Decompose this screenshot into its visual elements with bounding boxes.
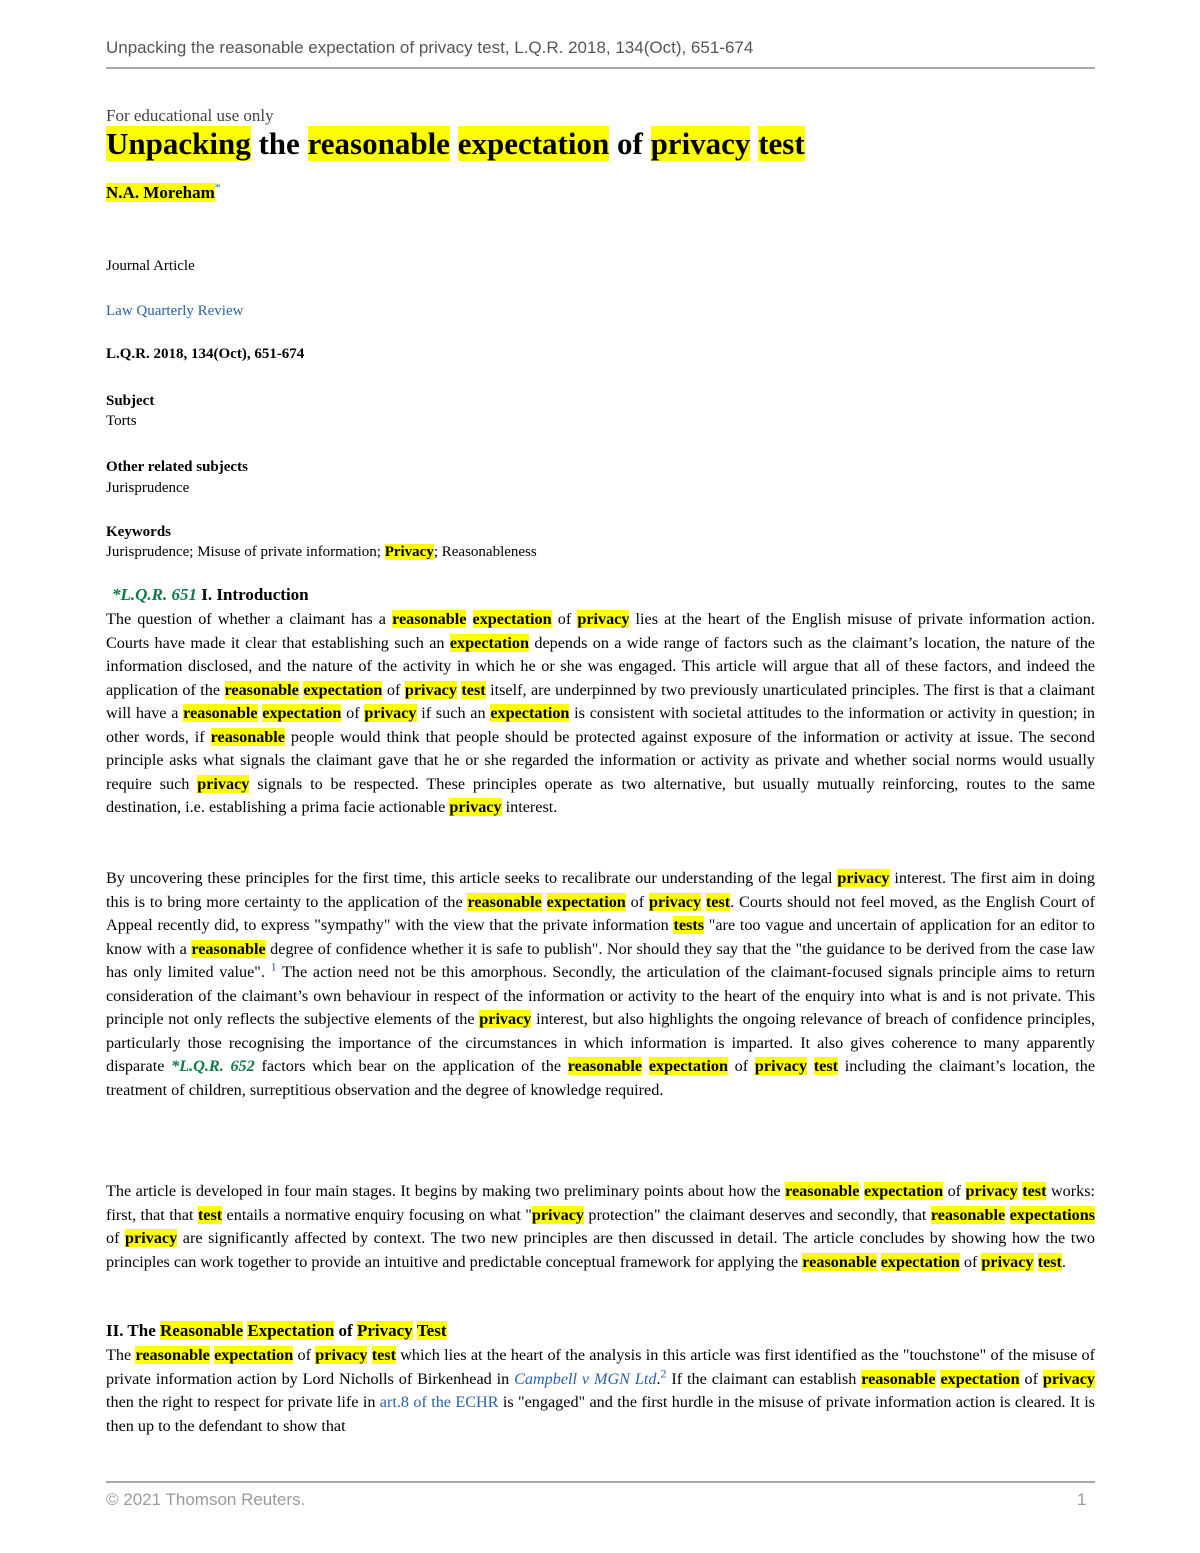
search-highlight: expectation: [863, 1182, 944, 1200]
text-run: The action need not be this amorphous. Secondly, the articulation of the claimant-focused signals principle aims to return consideration of the claimant’s own behaviour in respect of the information or activity to the heart of the enquiry into what is and is not private. This principle not only reflects the subjective elements of the: [106, 963, 1095, 1028]
text-run: if such an: [416, 704, 491, 722]
subject-label: Subject: [106, 393, 155, 409]
search-highlight: reasonable: [392, 610, 467, 628]
text-run: "are too vague and uncertain of application for an editor to know with a: [106, 916, 1095, 958]
search-highlight: privacy: [965, 1182, 1018, 1200]
related-subjects-label: Other related subjects: [106, 459, 248, 475]
text-run: then the right to respect for private life in: [106, 1393, 380, 1411]
search-highlight: privacy: [981, 1252, 1034, 1271]
search-highlight: expectation: [880, 1252, 960, 1271]
document-type: Journal Article: [106, 258, 195, 274]
search-highlight: expectation: [472, 610, 552, 628]
keywords-text: Jurisprudence; Misuse of private information;: [106, 544, 385, 560]
title-word: the: [258, 126, 300, 161]
keywords-label: Keywords: [106, 524, 171, 540]
text-run: .: [1061, 1252, 1066, 1271]
journal-link[interactable]: Law Quarterly Review: [106, 303, 244, 319]
search-highlight: reasonable: [785, 1182, 860, 1200]
page-reference: *L.Q.R. 651: [112, 585, 197, 604]
text-run: people would think that people should be protected against exposure of the information or activity at issue. The second principle asks what signals the claimant gave that he or she regarded the information or activity as private and whether social norms would usually require such: [106, 727, 1095, 793]
text-run: of: [959, 1252, 982, 1271]
search-highlight: privacy: [315, 1346, 368, 1364]
search-highlight: privacy: [531, 1205, 584, 1224]
text-run: The question of whether a claimant has a: [106, 610, 393, 628]
body-paragraph: [106, 608, 1095, 820]
search-highlight: reasonable: [135, 1346, 210, 1364]
text-run: The article is developed in four main stages. It begins by making two preliminary points about how the: [106, 1182, 786, 1200]
footnote-link[interactable]: 1: [270, 959, 277, 974]
text-run: If the claimant can establish: [666, 1369, 862, 1388]
section-title: I. Introduction: [201, 585, 309, 604]
text-run: .: [656, 1369, 661, 1388]
text-run: is "engaged" and the first hurdle in the misuse of private information action is cleared. It is then up to the defendant to show that: [106, 1393, 1095, 1435]
search-highlight: test: [461, 680, 486, 699]
search-highlight: privacy: [837, 869, 890, 887]
search-highlight: test: [705, 892, 731, 911]
text-run: interest, but also highlights the ongoing relevance of breach of confidence principles, particularly those recognising the importance of the circumstances in which information is imparted. It also gives coherence to many apparently disparate: [106, 1010, 1095, 1075]
search-highlight: test: [1022, 1182, 1047, 1200]
text-run: itself, are underpinned by two previously unarticulated principles. The first is that a claimant will have a: [106, 680, 1096, 722]
article-title: [106, 126, 805, 162]
text-run: of: [943, 1182, 966, 1200]
search-highlight: privacy: [125, 1229, 178, 1247]
title-word: Unpacking: [106, 126, 251, 161]
title-word: reasonable: [307, 126, 450, 161]
title-word: privacy: [650, 126, 751, 161]
text-run: of: [1019, 1369, 1043, 1388]
search-highlight: privacy: [197, 774, 250, 793]
search-highlight: privacy: [479, 1010, 532, 1028]
section-heading-introduction: [112, 585, 309, 605]
text-run: of: [341, 704, 365, 722]
text-run: of: [727, 1057, 755, 1075]
search-highlight: test: [1037, 1252, 1062, 1271]
footer-copyright: © 2021 Thomson Reuters.: [106, 1490, 306, 1509]
text-run: protection" the claimant deserves and secondly, that: [584, 1205, 931, 1224]
search-highlight: expectations: [1009, 1205, 1096, 1224]
keywords-text: ; Reasonableness: [433, 544, 537, 560]
text-run: factors which bear on the application of the: [254, 1057, 568, 1075]
text-run: of: [106, 1229, 126, 1247]
body-paragraph: [106, 1344, 1095, 1438]
case-citation-link[interactable]: Campbell v MGN Ltd: [514, 1369, 657, 1388]
text-run: which lies at the heart of the analysis in this article was first identified as the "touchstone" of the misuse of private information action by Lord Nicholls of Birkenhead in: [106, 1346, 1096, 1388]
usage-notice: For educational use only: [106, 106, 274, 125]
author-name: N.A. Moreham: [106, 182, 215, 202]
text-run: works: first, that that: [106, 1182, 1096, 1224]
search-highlight: privacy: [754, 1057, 808, 1075]
title-word: of: [616, 126, 643, 161]
search-highlight: privacy: [577, 610, 630, 628]
footnote-link[interactable]: 2: [660, 1366, 667, 1381]
section-heading-reasonable-expectation: II. The Reasonable Expectation of Privacy Test: [106, 1321, 447, 1340]
text-run: interest.: [501, 798, 558, 816]
text-run: degree of confidence whether it is safe to publish". Nor should they say that the "the guidance to be derived from the case law has only limited value".: [106, 939, 1095, 981]
search-highlight: expectation: [214, 1346, 294, 1364]
subject-value: Torts: [106, 413, 137, 429]
search-highlight: privacy: [648, 892, 702, 911]
search-highlight: reasonable: [467, 892, 542, 911]
citation: L.Q.R. 2018, 134(Oct), 651-674: [106, 346, 305, 362]
text-run: including the claimant’s location, the treatment of children, surreptitious observation and the degree of knowledge required.: [106, 1057, 1096, 1099]
text-run: By uncovering these principles for the first time, this article seeks to recalibrate our understanding of the legal: [106, 869, 838, 887]
search-highlight: test: [371, 1346, 396, 1364]
search-highlight: privacy: [404, 680, 457, 699]
search-highlight: reasonable: [861, 1369, 936, 1388]
search-highlight: reasonable: [224, 680, 299, 699]
search-highlight: test: [813, 1057, 839, 1075]
search-highlight: reasonable: [191, 939, 266, 958]
text-run: of: [551, 610, 578, 628]
keywords-value: [106, 544, 537, 561]
footer-divider: [106, 1481, 1095, 1483]
header-divider: [106, 67, 1095, 69]
search-highlight: privacy: [364, 704, 417, 722]
search-highlight: tests: [673, 916, 705, 934]
search-highlight: reasonable: [567, 1057, 643, 1075]
text-run: are significantly affected by context. The two new principles are then discussed in detail. The article concludes by showing how the two principles can work together to provide an intuitive and predictable conceptual framework for applying the: [106, 1229, 1095, 1271]
search-highlight: expectation: [303, 680, 383, 699]
page-number: 1: [1077, 1490, 1087, 1509]
search-highlight: expectation: [490, 704, 570, 722]
text-run: of: [382, 680, 405, 699]
text-run: The: [106, 1346, 136, 1364]
body-paragraph: [106, 1180, 1095, 1274]
text-run: interest. The first aim in doing this is to bring more certainty to the application of the: [106, 869, 1095, 911]
text-run: entails a normative enquiry focusing on what ": [222, 1205, 532, 1224]
running-header: Unpacking the reasonable expectation of privacy test, L.Q.R. 2018, 134(Oct), 651-674: [106, 38, 754, 57]
text-run: depends on a wide range of factors such as the claimant’s location, the nature of the information disclosed, and the nature of the activity in which he or she was engaged. This article will argue that all of these factors, and indeed the application of the: [106, 633, 1095, 699]
page-reference: *L.Q.R. 652: [171, 1057, 255, 1075]
search-highlight: reasonable: [802, 1252, 877, 1271]
search-highlight: expectation: [262, 704, 342, 722]
search-highlight: privacy: [1042, 1369, 1096, 1388]
body-paragraph: [106, 867, 1095, 1102]
legislation-link[interactable]: art.8 of the ECHR: [379, 1393, 499, 1411]
text-run: lies at the heart of the English misuse of private information action. Courts have made it clear that establishing such an: [106, 610, 1095, 652]
search-highlight: expectation: [449, 633, 529, 652]
title-word: test: [758, 126, 805, 161]
search-highlight: privacy: [449, 798, 502, 816]
author-footnote-link[interactable]: *: [214, 180, 221, 194]
text-run: of: [293, 1346, 316, 1364]
search-highlight: reasonable: [930, 1205, 1006, 1224]
text-run: is consistent with societal attitudes to the information or activity in question; in other words, if: [106, 704, 1096, 746]
search-highlight: test: [197, 1205, 223, 1224]
text-run: of: [625, 892, 649, 911]
search-highlight: expectation: [940, 1369, 1020, 1388]
search-highlight: expectation: [648, 1057, 728, 1075]
title-word: expectation: [457, 126, 610, 161]
keyword-highlight: Privacy: [384, 544, 434, 560]
search-highlight: reasonable: [183, 704, 258, 722]
search-highlight: expectation: [546, 892, 626, 911]
author-line: [106, 180, 221, 203]
search-highlight: reasonable: [210, 727, 285, 746]
related-subjects-value: Jurisprudence: [106, 480, 190, 496]
text-run: . Courts should not feel moved, as the English Court of Appeal recently did, to express "sympathy" with the view that the private information: [106, 892, 1095, 934]
text-run: signals to be respected. These principles operate as two alternative, but usually mutually reinforcing, routes to the same destination, i.e. establishing a prima facie actionable: [106, 774, 1095, 816]
